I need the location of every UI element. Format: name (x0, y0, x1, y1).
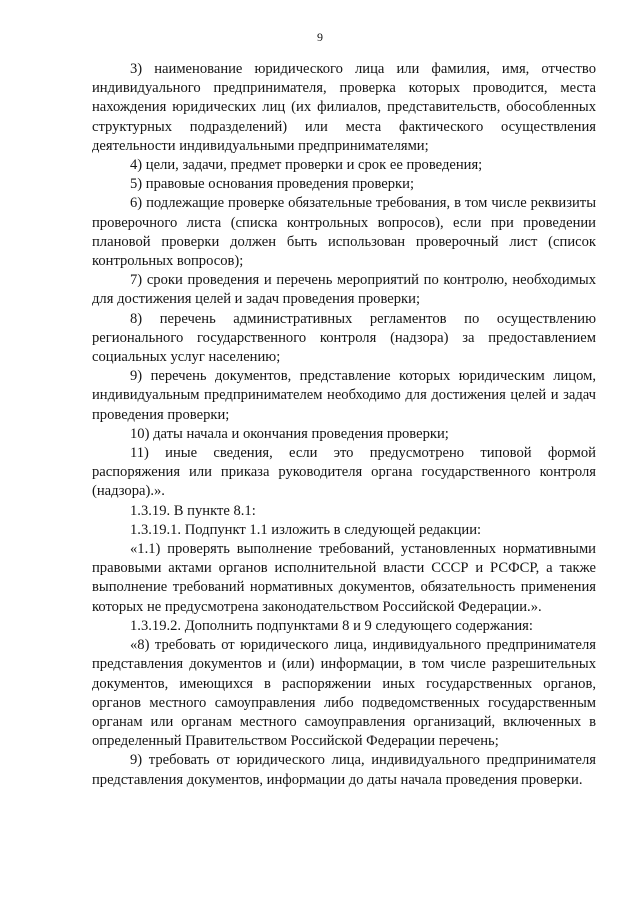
quoted-subitem-8: «8) требовать от юридического лица, индивидуального предпринимателя представления документов и (или) информации, в том числе разрешительных документов, имеющихся в распоряжении иных государственных органов, органов местного самоуправления либо подведомственных государственным органам или органам местного самоуправления организаций, включенных в определенный Правительством Российской Федерации перечень; (92, 637, 596, 750)
quoted-subitem-9: 9) требовать от юридического лица, индивидуального предпринимателя представления документов, информации до даты начала проведения проверки. (92, 752, 596, 788)
section-heading-1-3-19: 1.3.19. В пункте 8.1: (130, 502, 256, 519)
paragraph-item-8: 8) перечень административных регламентов по осуществлению регионального государственного контроля (надзора) за предоставлением социальных услуг населению; (92, 310, 596, 366)
paragraph-item-6: 6) подлежащие проверке обязательные требования, в том числе реквизиты проверочного листа (списка контрольных вопросов), если при проведении плановой проверки должен быть использован проверочный лист (список контрольных вопросов); (92, 195, 596, 270)
section-1-3-19-1: 1.3.19.1. Подпункт 1.1 изложить в следующей редакции: (130, 521, 482, 538)
document-body (92, 60, 596, 790)
paragraph-item-10: 10) даты начала и окончания проведения проверки; (130, 425, 449, 442)
paragraph-item-5: 5) правовые основания проведения проверки; (130, 176, 415, 193)
page-number: 9 (317, 30, 323, 44)
paragraph-item-11: 11) иные сведения, если это предусмотрено типовой формой распоряжения или приказа руководителя органа государственного контроля (надзора).». (92, 445, 596, 500)
quoted-subitem-1-1: «1.1) проверять выполнение требований, установленных нормативными правовыми актами органов исполнительной власти СССР и РСФСР, а также выполнение требований нормативных документов, обязательность применения которых не предусмотрена законодательством Российской Федерации.». (92, 541, 596, 615)
paragraph-item-9: 9) перечень документов, представление которых юридическим лицом, индивидуальным предпринимателем необходимо для достижения целей и задач проведения проверки; (92, 368, 596, 423)
paragraph-item-7: 7) сроки проведения и перечень мероприятий по контролю, необходимых для достижения целей и задач проведения проверки; (92, 272, 596, 308)
section-1-3-19-2: 1.3.19.2. Дополнить подпунктами 8 и 9 следующего содержания: (130, 617, 533, 634)
paragraph-item-3: 3) наименование юридического лица или фамилия, имя, отчество индивидуального предпринимателя, проверка которых проводится, места нахождения юридических лиц (их филиалов, представительств, обособленных структурных подразделений) или места фактического осуществления деятельности индивидуальными предпринимателями; (92, 61, 596, 154)
paragraph-item-4: 4) цели, задачи, предмет проверки и срок ее проведения; (130, 157, 483, 174)
